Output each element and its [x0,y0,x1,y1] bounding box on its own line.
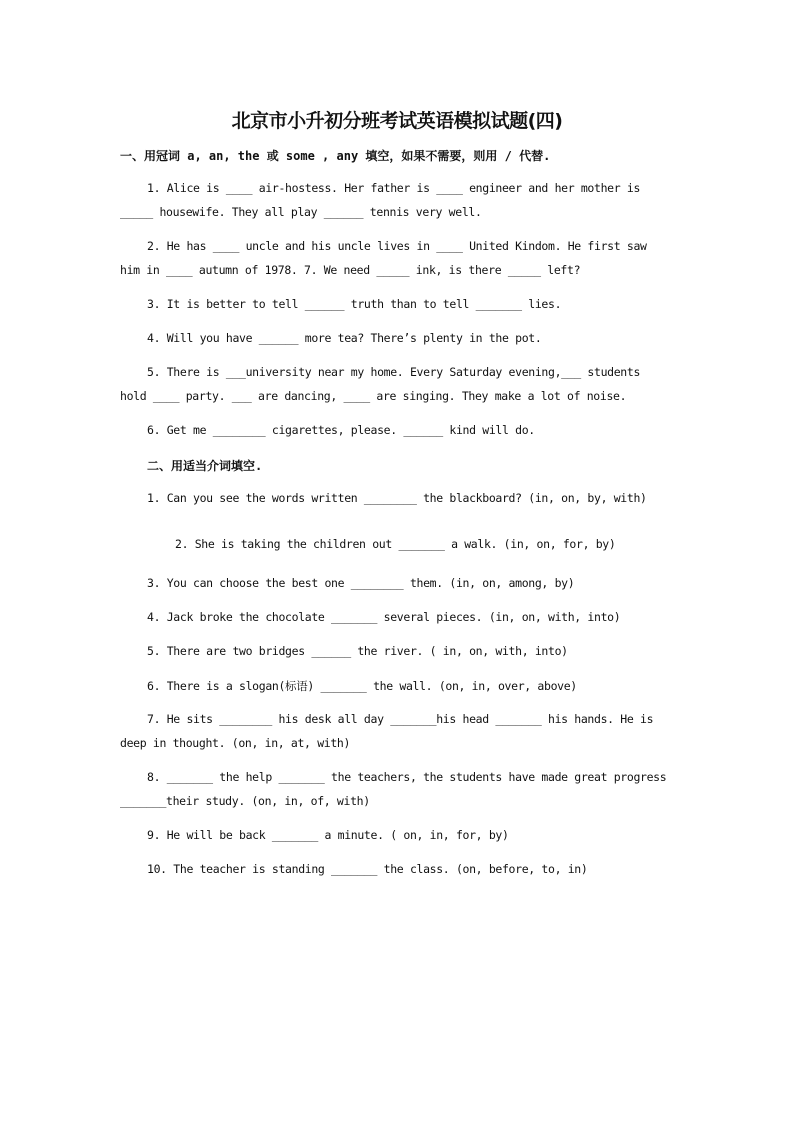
s2-q4: 4. Jack broke the chocolate _______ several pieces. (in, on, with, into) [147,610,621,624]
section-2-heading: 二、用适当介词填空. [147,459,263,473]
s2-q9: 9. He will be back _______ a minute. ( on, in, for, by) [147,828,509,842]
s2-q10: 10. The teacher is standing _______ the class. (on, before, to, in) [147,862,588,876]
s2-q8-line1: 8. _______ the help _______ the teachers, the students have made great progress [147,770,667,784]
s2-q7-line2: deep in thought. (on, in, at, with) [120,736,351,750]
s1-q2-line1: 2. He has ____ uncle and his uncle lives in ____ United Kindom. He first saw [147,239,647,253]
s1-q2-line2: him in ____ autumn of 1978. 7. We need _____ ink, is there _____ left? [120,263,581,277]
section-1-heading: 一、用冠词 a, an, the 或 some , any 填空，如果不需要，则用 / 代替. [120,149,551,163]
s2-q7-line1: 7. He sits ________ his desk all day _______his head _______ his hands. He is [147,712,654,726]
s2-q5: 5. There are two bridges ______ the river. ( in, on, with, into) [147,644,568,658]
s1-q5-line1: 5. There is ___university near my home. Every Saturday evening,___ students [147,365,641,379]
s1-q5-line2: hold ____ party. ___ are dancing, ____ are singing. They make a lot of noise. [120,389,627,403]
s2-q3: 3. You can choose the best one ________ them. (in, on, among, by) [147,576,575,590]
s1-q4: 4. Will you have ______ more tea? There’s plenty in the pot. [147,331,542,345]
s1-q3: 3. It is better to tell ______ truth than to tell _______ lies. [147,297,562,311]
s2-q2: 2. She is taking the children out _______ a walk. (in, on, for, by) [175,537,616,551]
s1-q1-line1: 1. Alice is ____ air-hostess. Her father is ____ engineer and her mother is [147,181,641,195]
s1-q1-line2: _____ housewife. They all play ______ tennis very well. [120,205,482,219]
page-title: 北京市小升初分班考试英语模拟试题(四) [231,110,563,132]
s2-q6: 6. There is a slogan(标语) _______ the wall. (on, in, over, above) [147,679,577,693]
s2-q1: 1. Can you see the words written ________ the blackboard? (in, on, by, with) [147,491,647,505]
s2-q8-line2: _______their study. (on, in, of, with) [120,794,370,808]
s1-q6: 6. Get me ________ cigarettes, please. ______ kind will do. [147,423,535,437]
